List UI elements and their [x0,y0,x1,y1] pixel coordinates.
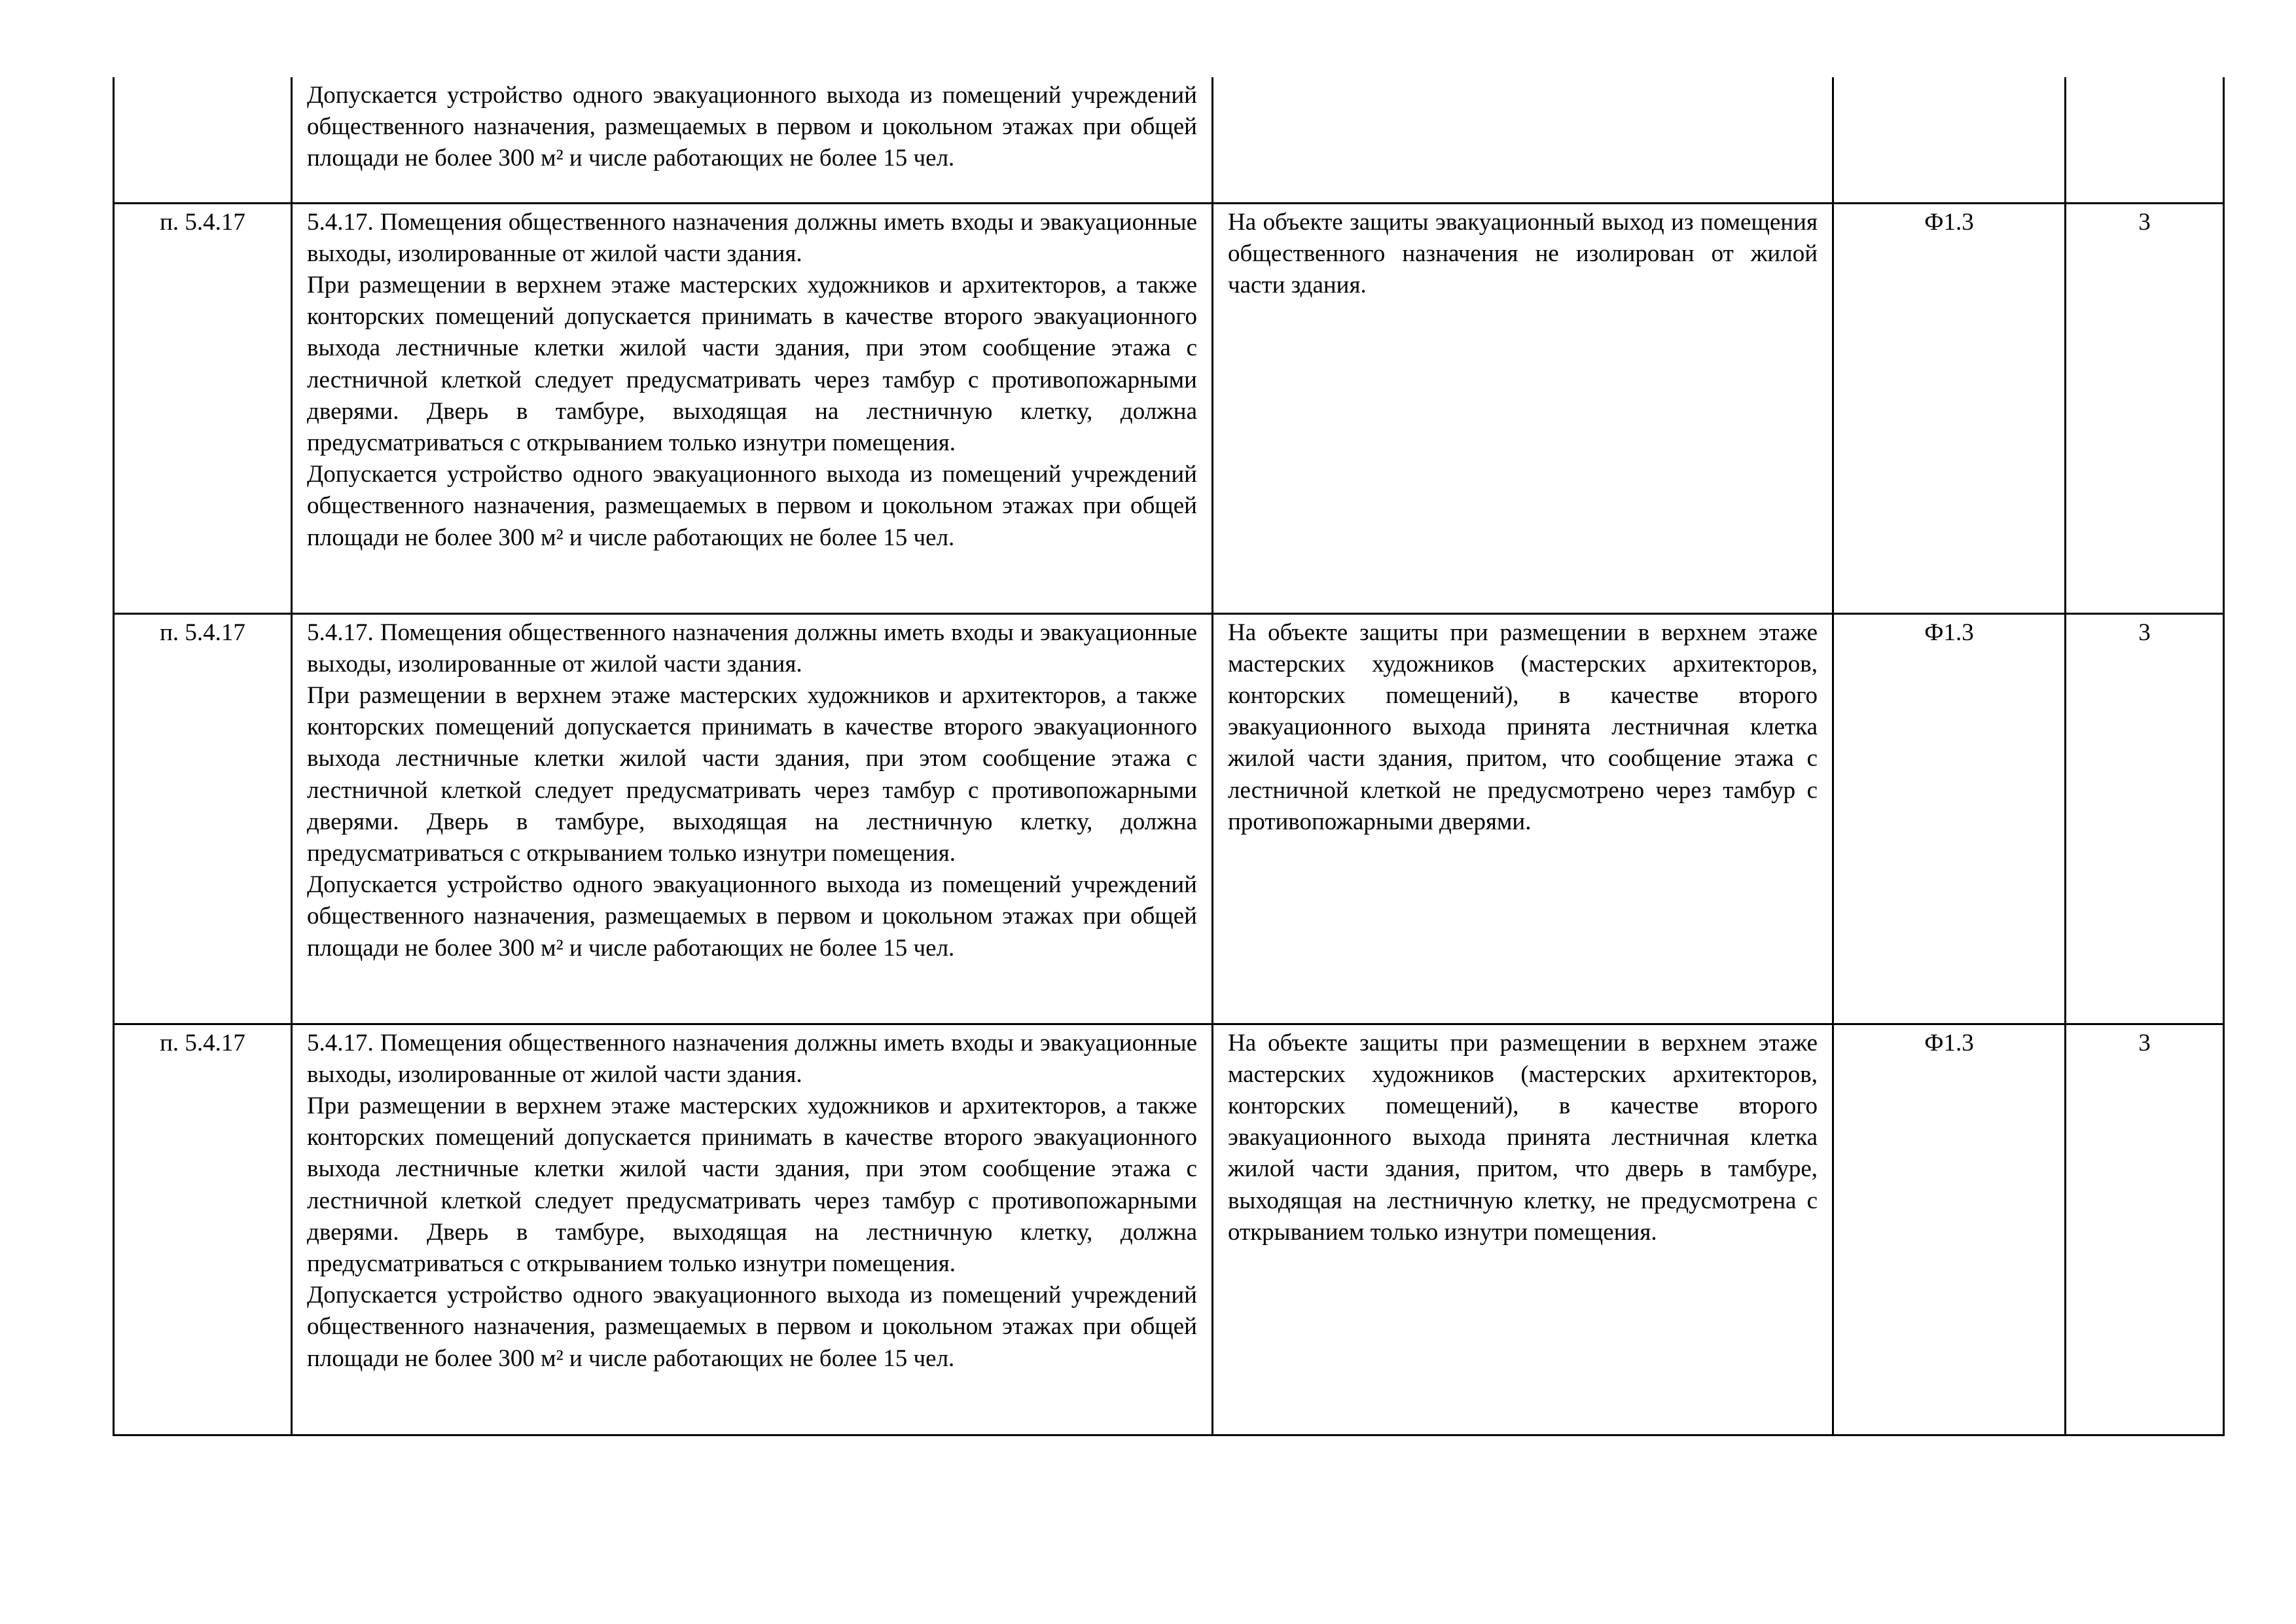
violation-cell: На объекте защиты при размещении в верхнем этаже мастерских художников (мастерских архитекторов, конторских помещений), в качестве второго эвакуационного выхода принята лестничная клетка жилой части здания, притом, что дверь в тамбуре, выходящая на лестничную клетку, не предусмотрена с открыванием только изнутри помещения. [1213,1024,1833,1435]
requirement-cell [292,1024,1213,1435]
category-cell: 3 [2066,203,2224,613]
requirement-paragraph: При размещении в верхнем этаже мастерских художников и архитекторов, а также конторских помещений допускается принимать в качестве второго эвакуационного выхода лестничные клетки жилой части здания, при этом сообщение этажа с лестничной клеткой следует предусматривать через тамбур с противопожарными дверями. Дверь в тамбуре, выходящая на лестничную клетку, должна предусматриваться с открыванием только изнутри помещения. [307,1092,1197,1277]
requirement-paragraph: При размещении в верхнем этаже мастерских художников и архитекторов, а также конторских помещений допускается принимать в качестве второго эвакуационного выхода лестничные клетки жилой части здания, при этом сообщение этажа с лестничной клеткой следует предусматривать через тамбур с противопожарными дверями. Дверь в тамбуре, выходящая на лестничную клетку, должна предусматриваться с открыванием только изнутри помещения. [307,681,1197,867]
class-cell [1833,77,2066,203]
requirement-paragraph: Допускается устройство одного эвакуационного выхода из помещений учреждений общественного назначения, размещаемых в первом и цокольном этажах при общей площади не более 300 м² и числе работающих не более 15 чел. [307,82,1197,172]
requirement-paragraph: 5.4.17. Помещения общественного назначения должны иметь входы и эвакуационные выходы, изолированные от жилой части здания. [307,1029,1197,1088]
requirements-table [113,77,2225,1436]
violation-cell: На объекте защиты при размещении в верхнем этаже мастерских художников (мастерских архитекторов, конторских помещений), в качестве второго эвакуационного выхода принята лестничная клетка жилой части здания, притом, что сообщение этажа с лестничной клеткой не предусмотрено через тамбур с противопожарными дверями. [1213,613,1833,1024]
class-cell: Ф1.3 [1833,1024,2066,1435]
reference-cell: п. 5.4.17 [114,613,292,1024]
category-cell [2066,77,2224,203]
table-row [114,613,2224,1024]
reference-cell: п. 5.4.17 [114,1024,292,1435]
violation-cell [1213,77,1833,203]
requirement-cell [292,203,1213,613]
class-cell: Ф1.3 [1833,203,2066,613]
class-cell: Ф1.3 [1833,613,2066,1024]
table-row [114,203,2224,613]
requirement-paragraph: 5.4.17. Помещения общественного назначения должны иметь входы и эвакуационные выходы, изолированные от жилой части здания. [307,208,1197,267]
reference-cell [114,77,292,203]
category-cell: 3 [2066,613,2224,1024]
reference-cell: п. 5.4.17 [114,203,292,613]
requirement-paragraph: При размещении в верхнем этаже мастерских художников и архитекторов, а также конторских помещений допускается принимать в качестве второго эвакуационного выхода лестничные клетки жилой части здания, при этом сообщение этажа с лестничной клеткой следует предусматривать через тамбур с противопожарными дверями. Дверь в тамбуре, выходящая на лестничную клетку, должна предусматриваться с открыванием только изнутри помещения. [307,271,1197,456]
violation-cell: На объекте защиты эвакуационный выход из помещения общественного назначения не изолирован от жилой части здания. [1213,203,1833,613]
category-cell: 3 [2066,1024,2224,1435]
table-row-continued [114,77,2224,203]
table-row [114,1024,2224,1435]
requirement-paragraph: Допускается устройство одного эвакуационного выхода из помещений учреждений общественного назначения, размещаемых в первом и цокольном этажах при общей площади не более 300 м² и числе работающих не более 15 чел. [307,1282,1197,1372]
requirement-paragraph: 5.4.17. Помещения общественного назначения должны иметь входы и эвакуационные выходы, изолированные от жилой части здания. [307,619,1197,677]
requirement-cell [292,613,1213,1024]
requirement-paragraph: Допускается устройство одного эвакуационного выхода из помещений учреждений общественного назначения, размещаемых в первом и цокольном этажах при общей площади не более 300 м² и числе работающих не более 15 чел. [307,871,1197,962]
requirement-cell [292,77,1213,203]
requirement-paragraph: Допускается устройство одного эвакуационного выхода из помещений учреждений общественного назначения, размещаемых в первом и цокольном этажах при общей площади не более 300 м² и числе работающих не более 15 чел. [307,461,1197,551]
